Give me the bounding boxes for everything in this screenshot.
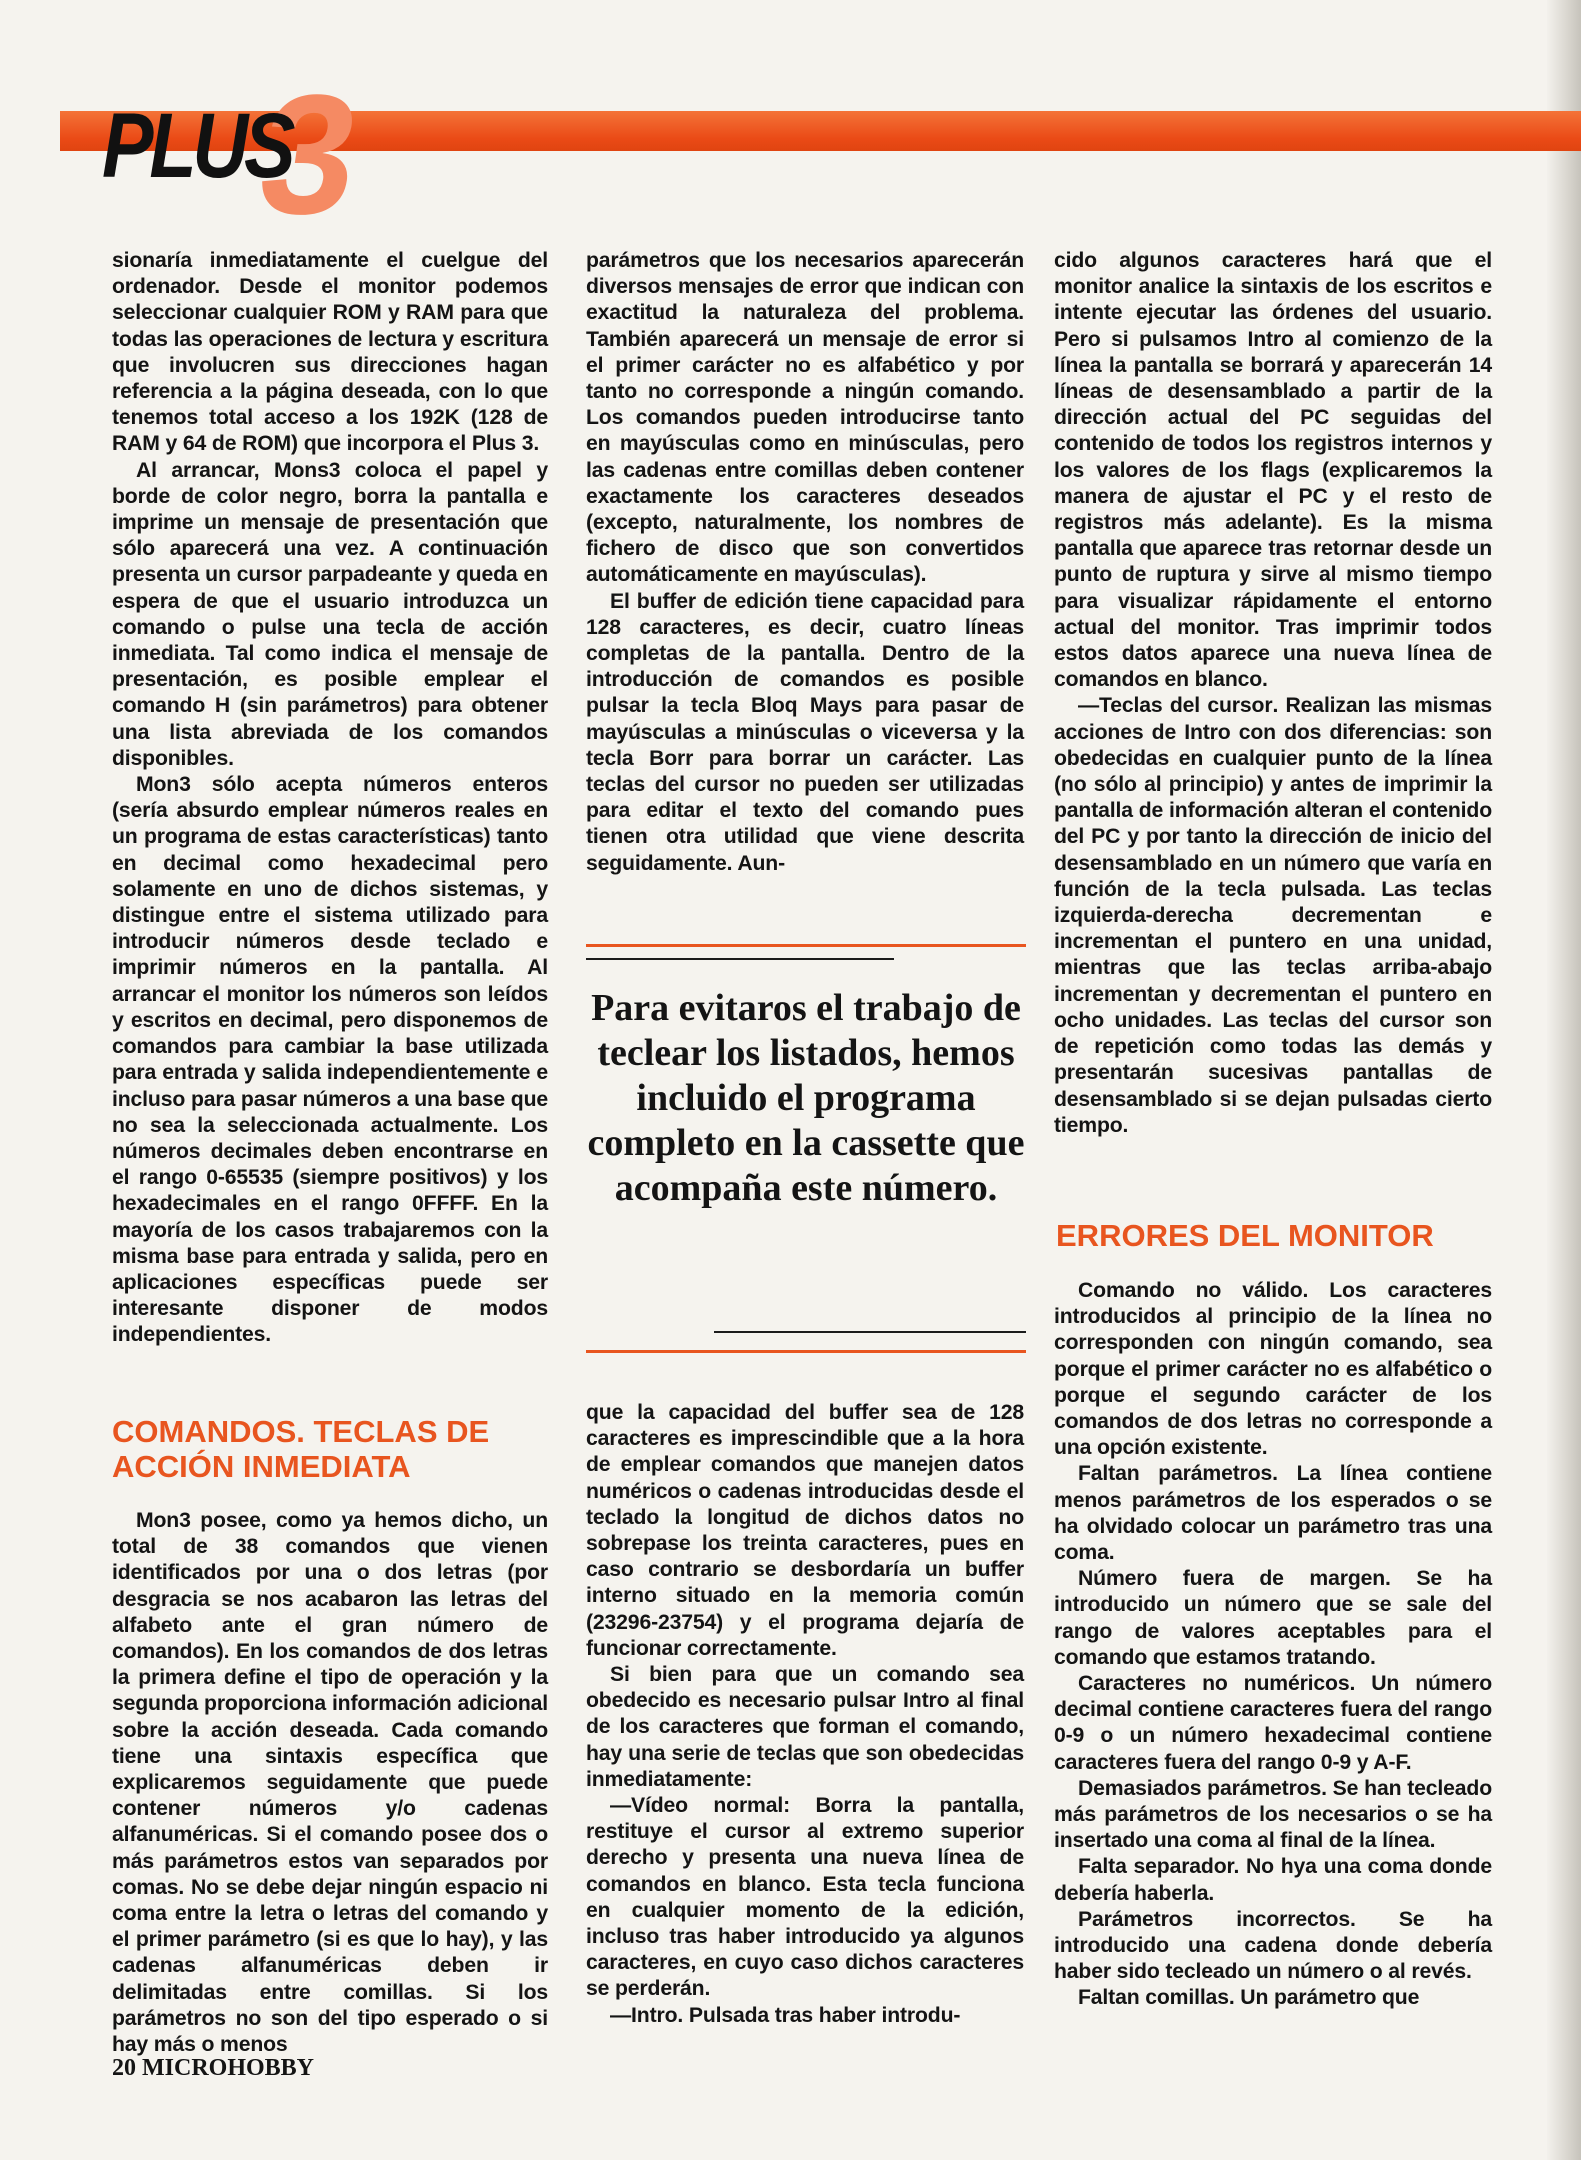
error-entry: Comando no válido. Los caracteres introducidos al principio de la línea no corresponden con ningún comando, sea porque el primer carácter no es alfabético o porque el segundo carácter de los comandos de dos letras no corresponde a una opción existente. — [1054, 1279, 1492, 1460]
paragraph-intro — [586, 2003, 1024, 2029]
key-label-video-normal: —Vídeo normal — [610, 1794, 784, 1818]
paragraph-video-normal — [586, 1793, 1024, 2003]
paragraph: Si bien para que un comando sea obedecido es necesario pulsar Intro al final de los caracteres que forman el comando, hay una serie de teclas que son obedecidas inmediatamente: — [586, 1663, 1024, 1791]
paragraph: El buffer de edición tiene capacidad para 128 caracteres, es decir, cuatro líneas completas de la pantalla. Dentro de la introducción de comandos es posible pulsar la tecla Bloq Mays para pasar de mayúsculas a minúsculas o viceversa y la tecla Borr para borrar un carácter. Las teclas del cursor no pueden ser utilizadas para editar el texto del comando pues tienen otra utilidad que viene descrita seguidamente. Aun- — [586, 589, 1024, 875]
key-description: . Pulsada tras haber introdu- — [677, 2003, 961, 2027]
key-label-intro: —Intro — [610, 2003, 678, 2027]
error-entry: Falta separador. No hya una coma donde debería haberla. — [1054, 1855, 1492, 1905]
error-entry: Caracteres no numéricos. Un número decimal contiene caracteres fuera del rango 0-9 o un número hexadecimal contiene caracteres fuera del rango 0-9 y A-F. — [1054, 1672, 1492, 1774]
paragraph: que la capacidad del buffer sea de 128 caracteres es imprescindible que a la hora de emplear comandos que manejen datos numéricos o cadenas introducidas desde el teclado la longitud de dichos datos no sobrepase los treinta caracteres, pues en caso contrario se desbordaría un buffer interno situado en la memoria común (23296-23754) y el programa dejaría de funcionar correctamente. — [586, 1401, 1024, 1660]
error-entry: Demasiados parámetros. Se han tecleado más parámetros de los necesarios o se ha insertado una coma al final de la línea. — [1054, 1776, 1492, 1853]
callout-top-rule — [586, 958, 894, 960]
page-footer — [112, 2055, 320, 2082]
callout-bottom-orange-rule — [586, 1350, 1026, 1353]
callout-bottom-rule — [714, 1331, 1026, 1333]
callout-pullquote: Para evitaros el trabajo de teclear los listados, hemos incluido el programa completo en la cassette que acompaña este número. — [587, 987, 1025, 1209]
column-2-lower — [586, 1400, 1024, 2029]
paragraph: cido algunos caracteres hará que el monitor analice la sintaxis de los escritos e intente ejecutar las órdenes del usuario. Pero si pulsamos Intro al comienzo de la línea la pantalla se borrará y aparecerán 14 líneas de desensamblado a partir de la dirección actual del PC seguidas del contenido de todos los registros internos y los valores de los flags (explicaremos la manera de ajustar el PC y el resto de registros más adelante). Es la misma pantalla que aparece tras retornar desde un punto de ruptura y sirve al mismo tiempo para visualizar rápidamente el entorno actual del monitor. Tras imprimir todos estos datos aparece una nueva línea de comandos en blanco. — [1054, 249, 1492, 692]
callout-top-orange-rule — [586, 944, 1026, 947]
key-description: : Borra la pantalla, restituye el cursor al extremo superior derecho y presenta una nueva línea de comandos en blanco. Esta tecla funciona en cualquier momento de la edición, incluso tras haber introducido ya algunos caracteres, en cuyo caso dichos caracteres se perderán. — [586, 1794, 1024, 2001]
page-edge-shadow — [1547, 0, 1581, 2160]
logo-number: 3 — [248, 60, 370, 250]
column-1-intro — [112, 248, 548, 1349]
page-number: 20 — [112, 2055, 136, 2081]
paragraph: Al arrancar, Mons3 coloca el papel y borde de color negro, borra la pantalla e imprime un mensaje de presentación que sólo aparecerá una vez. A continuación presenta un cursor parpadeante y queda en espera de que el usuario introduzca un comando o pulse una tecla de acción inmediata. Tal como indica el mensaje de presentación, es posible emplear el comando H (sin parámetros) para obtener una lista abreviada de los comandos disponibles. — [112, 458, 548, 770]
paragraph: parámetros que los necesarios aparecerán diversos mensajes de error que indican con exactitud la naturaleza del problema. También aparecerá un mensaje de error si el primer carácter no es alfabético y por tanto no corresponde a ningún comando. Los comandos pueden introducirse tanto en mayúsculas como en minúsculas, pero las cadenas entre comillas deben contener exactamente los caracteres deseados (excepto, naturalmente, los nombres de fichero de disco que son convertidos automáticamente en mayúsculas). — [586, 249, 1024, 587]
paragraph: Mon3 posee, como ya hemos dicho, un total de 38 comandos que vienen identificados por una o dos letras (por desgracia se nos acabaron las letras del alfabeto ante el gran número de comandos). En los comandos de dos letras la primera define el tipo de operación y la segunda proporciona información adicional sobre la acción deseada. Cada comando tiene una sintaxis específica que explicaremos seguidamente que puede contener números y/o cadenas alfanuméricas. Si el comando posee dos o más parámetros estos van separados por comas. No se debe dejar ningún espacio ni coma entre la letra o letras del comando y el primer parámetro (si es que lo hay), y las cadenas alfanuméricas deben ir delimitadas entre comillas. Si los parámetros no son del tipo esperado o si hay más o menos — [112, 1509, 548, 2057]
section-heading-comandos: COMANDOS. TECLAS DE ACCIÓN INMEDIATA — [112, 1414, 490, 1484]
key-description: . Realizan las mismas acciones de Intro con dos diferencias: son obedecidas en cualquier punto de la línea (no sólo al principio) y antes de imprimir la pantalla de información alteran el contenido del PC y por tanto la dirección de inicio del desensamblado en un número que varía en función de la tecla pulsada. Las teclas izquierda-derecha decrementan e incrementan el puntero en una unidad, mientras que las teclas arriba-abajo incrementan y decrementan el puntero en ocho unidades. Las teclas del cursor son de repetición como todas las demás y presentarán sucesivas pantallas de desensamblado si se dejan pulsadas cierto tiempo. — [1054, 694, 1492, 1137]
paragraph: sionaría inmediatamente el cuelgue del ordenador. Desde el monitor podemos seleccionar cualquier ROM y RAM para que todas las operaciones de lectura y escritura que involucren sus direcciones hagan referencia a la página deseada, con lo que tenemos total acceso a los 192K (128 de RAM y 64 de ROM) que incorpora el Plus 3. — [112, 249, 548, 456]
column-3-errors — [1054, 1278, 1492, 2012]
paragraph: Mon3 sólo acepta números enteros (sería absurdo emplear números reales en un programa de estas características) tanto en decimal como hexadecimal pero solamente en uno de dichos sistemas, y distingue entre el sistema utilizado para introducir números desde teclado e imprimir números en la pantalla. Al arrancar el monitor los números son leídos y escritos en decimal, pero disponemos de comandos para cambiar la base utilizada para entrada y salida independientemente e incluso para pasar números a una base que no sea la seleccionada actualmente. Los números decimales deben encontrarse en el rango 0-65535 (siempre positivos) y los hexadecimales en el rango 0FFFF. En la mayoría de los casos trabajaremos con la misma base para entrada y salida, pero en aplicaciones específicas puede ser interesante disponer de modos independientes. — [112, 773, 548, 1347]
magazine-name: MICROHOBBY — [142, 2055, 315, 2081]
column-3-upper — [1054, 248, 1492, 1139]
error-entry: Parámetros incorrectos. Se ha introducido una cadena donde debería haber sido tecleado un número o al revés. — [1054, 1907, 1492, 1984]
logo-text: PLUS — [102, 95, 292, 197]
column-1-section-body — [112, 1508, 548, 2058]
key-label-cursor: —Teclas del cursor — [1078, 694, 1273, 718]
page-header — [0, 0, 1581, 250]
error-entry: Faltan parámetros. La línea contiene menos parámetros de los esperados o se ha olvidado colocar un parámetro tras una coma. — [1054, 1462, 1492, 1565]
paragraph-cursor-keys — [1054, 693, 1492, 1138]
error-entry: Número fuera de margen. Se ha introducido un número que se sale del rango de valores aceptables para el comando que estamos tratando. — [1054, 1567, 1492, 1669]
error-entry: Faltan comillas. Un parámetro que — [1078, 1986, 1420, 2010]
section-heading-errores: ERRORES DEL MONITOR — [1056, 1218, 1434, 1253]
column-2-upper — [586, 248, 1024, 877]
